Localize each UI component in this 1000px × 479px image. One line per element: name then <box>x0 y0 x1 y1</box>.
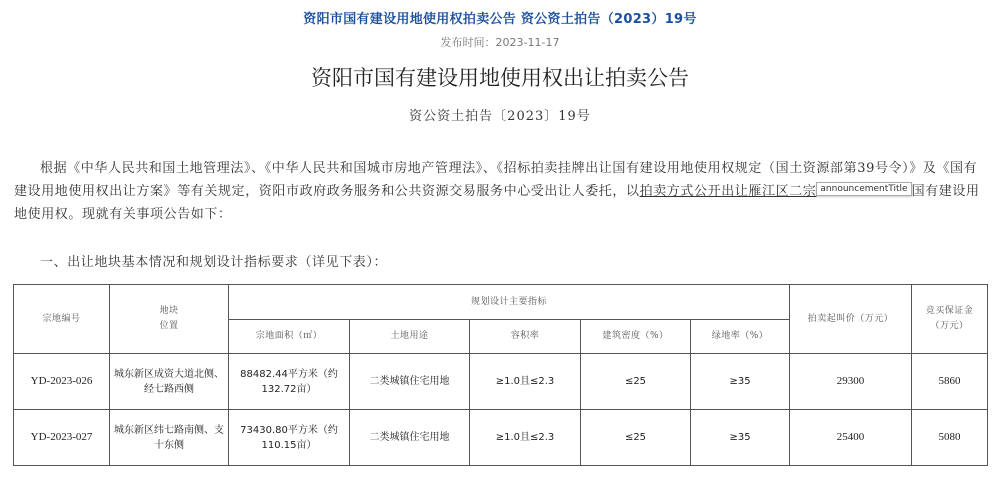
cell-plot-ratio: ≥1.0且≤2.3 <box>470 354 581 410</box>
parcel-table <box>13 284 988 466</box>
intro-text-after-link: 国有建设用地使用权。现就有关事项公告如下： <box>14 184 980 222</box>
header-location <box>110 285 229 354</box>
page-title: 资阳市国有建设用地使用权出让拍卖公告 <box>311 66 689 90</box>
header-starting-price: 拍卖起叫价（万元） <box>790 285 912 354</box>
intro-text-before-link: 根据《中华人民共和国土地管理法》、《中华人民共和国城市房地产管理法》、《招标拍卖挂牌出让国有建设用地使用权规定（国土资源部第39号令）》及《国有建设用地使用权出让方案》等有关规定，资阳市政府政务服务和公共资源交易服务中心受出让人委托，以 <box>14 161 978 199</box>
cell-parcel-no: YD-2023-026 <box>14 354 110 410</box>
header-planning-group: 规划设计主要指标 <box>229 285 790 320</box>
header-deposit <box>912 285 988 354</box>
table-row <box>14 410 988 466</box>
cell-area: 73430.80平方米（约110.15亩） <box>229 410 350 466</box>
cell-starting-price: 29300 <box>790 354 912 410</box>
cell-area: 88482.44平方米（约132.72亩） <box>229 354 350 410</box>
header-location-top: 地块 <box>159 306 179 316</box>
header-deposit-bottom: （万元） <box>930 321 969 331</box>
cell-plot-ratio: ≥1.0且≤2.3 <box>470 410 581 466</box>
cell-deposit: 5080 <box>912 410 988 466</box>
cell-deposit: 5860 <box>912 354 988 410</box>
cell-building-density: ≤25 <box>581 354 691 410</box>
header-building-density: 建筑密度（%） <box>581 320 691 354</box>
document-number: 资公资土拍告〔2023〕19号 <box>409 109 591 124</box>
cell-location: 城东新区成资大道北侧、经七路西侧 <box>110 354 229 410</box>
cell-location: 城东新区纬七路南侧、支十东侧 <box>110 410 229 466</box>
header-plot-ratio: 容积率 <box>470 320 581 354</box>
announcement-title-tooltip: announcementTitle <box>816 182 911 196</box>
cell-land-use: 二类城镇住宅用地 <box>350 410 470 466</box>
announcement-title-link[interactable]: 拍卖方式公开出让雁江区二宗 <box>639 184 817 199</box>
section-1-heading: 一、出让地块基本情况和规划设计指标要求（详见下表）： <box>40 255 388 270</box>
cell-starting-price: 25400 <box>790 410 912 466</box>
header-deposit-top: 竞买保证金 <box>925 306 974 316</box>
header-green-ratio: 绿地率（%） <box>691 320 790 354</box>
cell-green-ratio: ≥35 <box>691 410 790 466</box>
cell-building-density: ≤25 <box>581 410 691 466</box>
cell-land-use: 二类城镇住宅用地 <box>350 354 470 410</box>
intro-paragraph <box>14 157 986 226</box>
cell-green-ratio: ≥35 <box>691 354 790 410</box>
cell-parcel-no: YD-2023-027 <box>14 410 110 466</box>
table-row <box>14 354 988 410</box>
header-area: 宗地面积（㎡） <box>229 320 350 354</box>
header-land-use: 土地用途 <box>350 320 470 354</box>
site-title: 资阳市国有建设用地使用权拍卖公告 资公资土拍告（2023）19号 <box>303 12 697 27</box>
header-parcel-no: 宗地编号 <box>14 285 110 354</box>
header-location-bottom: 位置 <box>159 321 179 331</box>
publish-date: 发布时间：2023-11-17 <box>440 36 560 49</box>
